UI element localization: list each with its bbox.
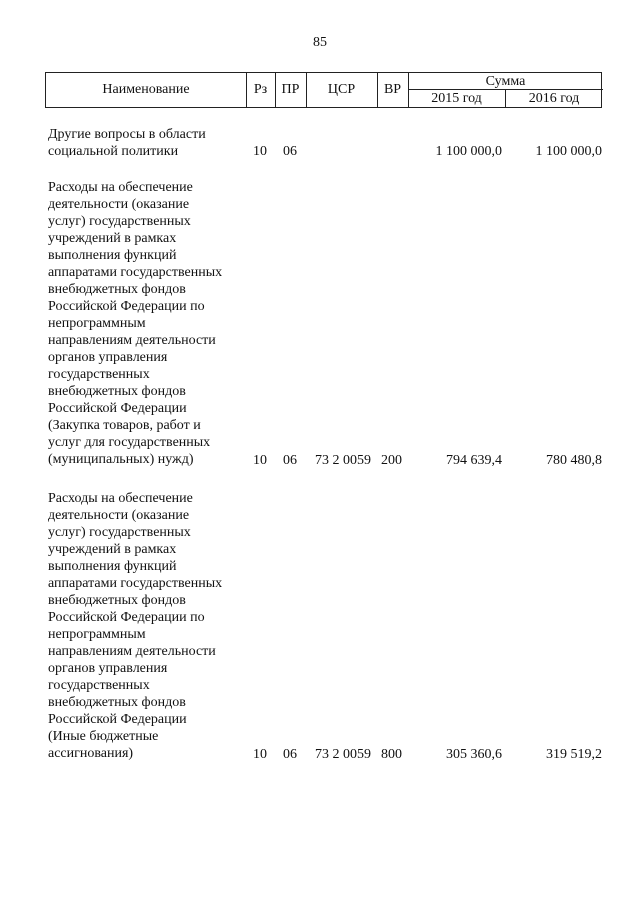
header-csr: ЦСР xyxy=(327,82,356,97)
row-sum-2016: 1 100 000,0 xyxy=(535,144,602,159)
row-sum-2015: 1 100 000,0 xyxy=(435,144,502,159)
table-row xyxy=(45,490,602,763)
row-csr: 73 2 0059 xyxy=(315,453,371,468)
header-name: Наименование xyxy=(102,82,190,97)
table-header xyxy=(45,72,602,108)
row-rz: 10 xyxy=(253,144,267,159)
row-rz: 10 xyxy=(253,747,267,762)
header-vr: ВР xyxy=(383,82,402,97)
row-sum-2015: 794 639,4 xyxy=(446,453,502,468)
row-pr: 06 xyxy=(283,144,297,159)
row-pr: 06 xyxy=(283,747,297,762)
header-pr: ПР xyxy=(281,82,300,97)
header-year-2016: 2016 год xyxy=(528,91,580,106)
page-number: 85 xyxy=(313,35,327,50)
table-row xyxy=(45,126,602,162)
row-name: Расходы на обеспечение деятельности (оказание услуг) государственных учреждений в рамках выполнения функций аппаратами государственных внебюджетных фондов Российской Федерации по непрограммным направлениям деятельности органов управления государственных внебюджетных фондов Российской Федерации (Закупка товаров, работ и услуг для государственных (муниципальных) нужд) xyxy=(48,180,223,467)
row-name: Расходы на обеспечение деятельности (оказание услуг) государственных учреждений в рамках выполнения функций аппаратами государственных внебюджетных фондов Российской Федерации по непрограммным направлениям деятельности органов управления государственных внебюджетных фондов Российской Федерации (Иные бюджетные ассигнования) xyxy=(48,491,223,761)
row-sum-2016: 319 519,2 xyxy=(546,747,602,762)
row-name: Другие вопросы в области социальной политики xyxy=(48,127,206,159)
header-sum: Сумма xyxy=(408,73,603,90)
row-vr: 200 xyxy=(381,453,402,468)
table-row xyxy=(45,179,602,469)
row-sum-2015: 305 360,6 xyxy=(446,747,502,762)
row-sum-2016: 780 480,8 xyxy=(546,453,602,468)
row-csr: 73 2 0059 xyxy=(315,747,371,762)
row-pr: 06 xyxy=(283,453,297,468)
header-rz: Рз xyxy=(253,82,268,97)
header-year-2015: 2015 год xyxy=(431,91,482,106)
row-rz: 10 xyxy=(253,453,267,468)
row-vr: 800 xyxy=(381,747,402,762)
